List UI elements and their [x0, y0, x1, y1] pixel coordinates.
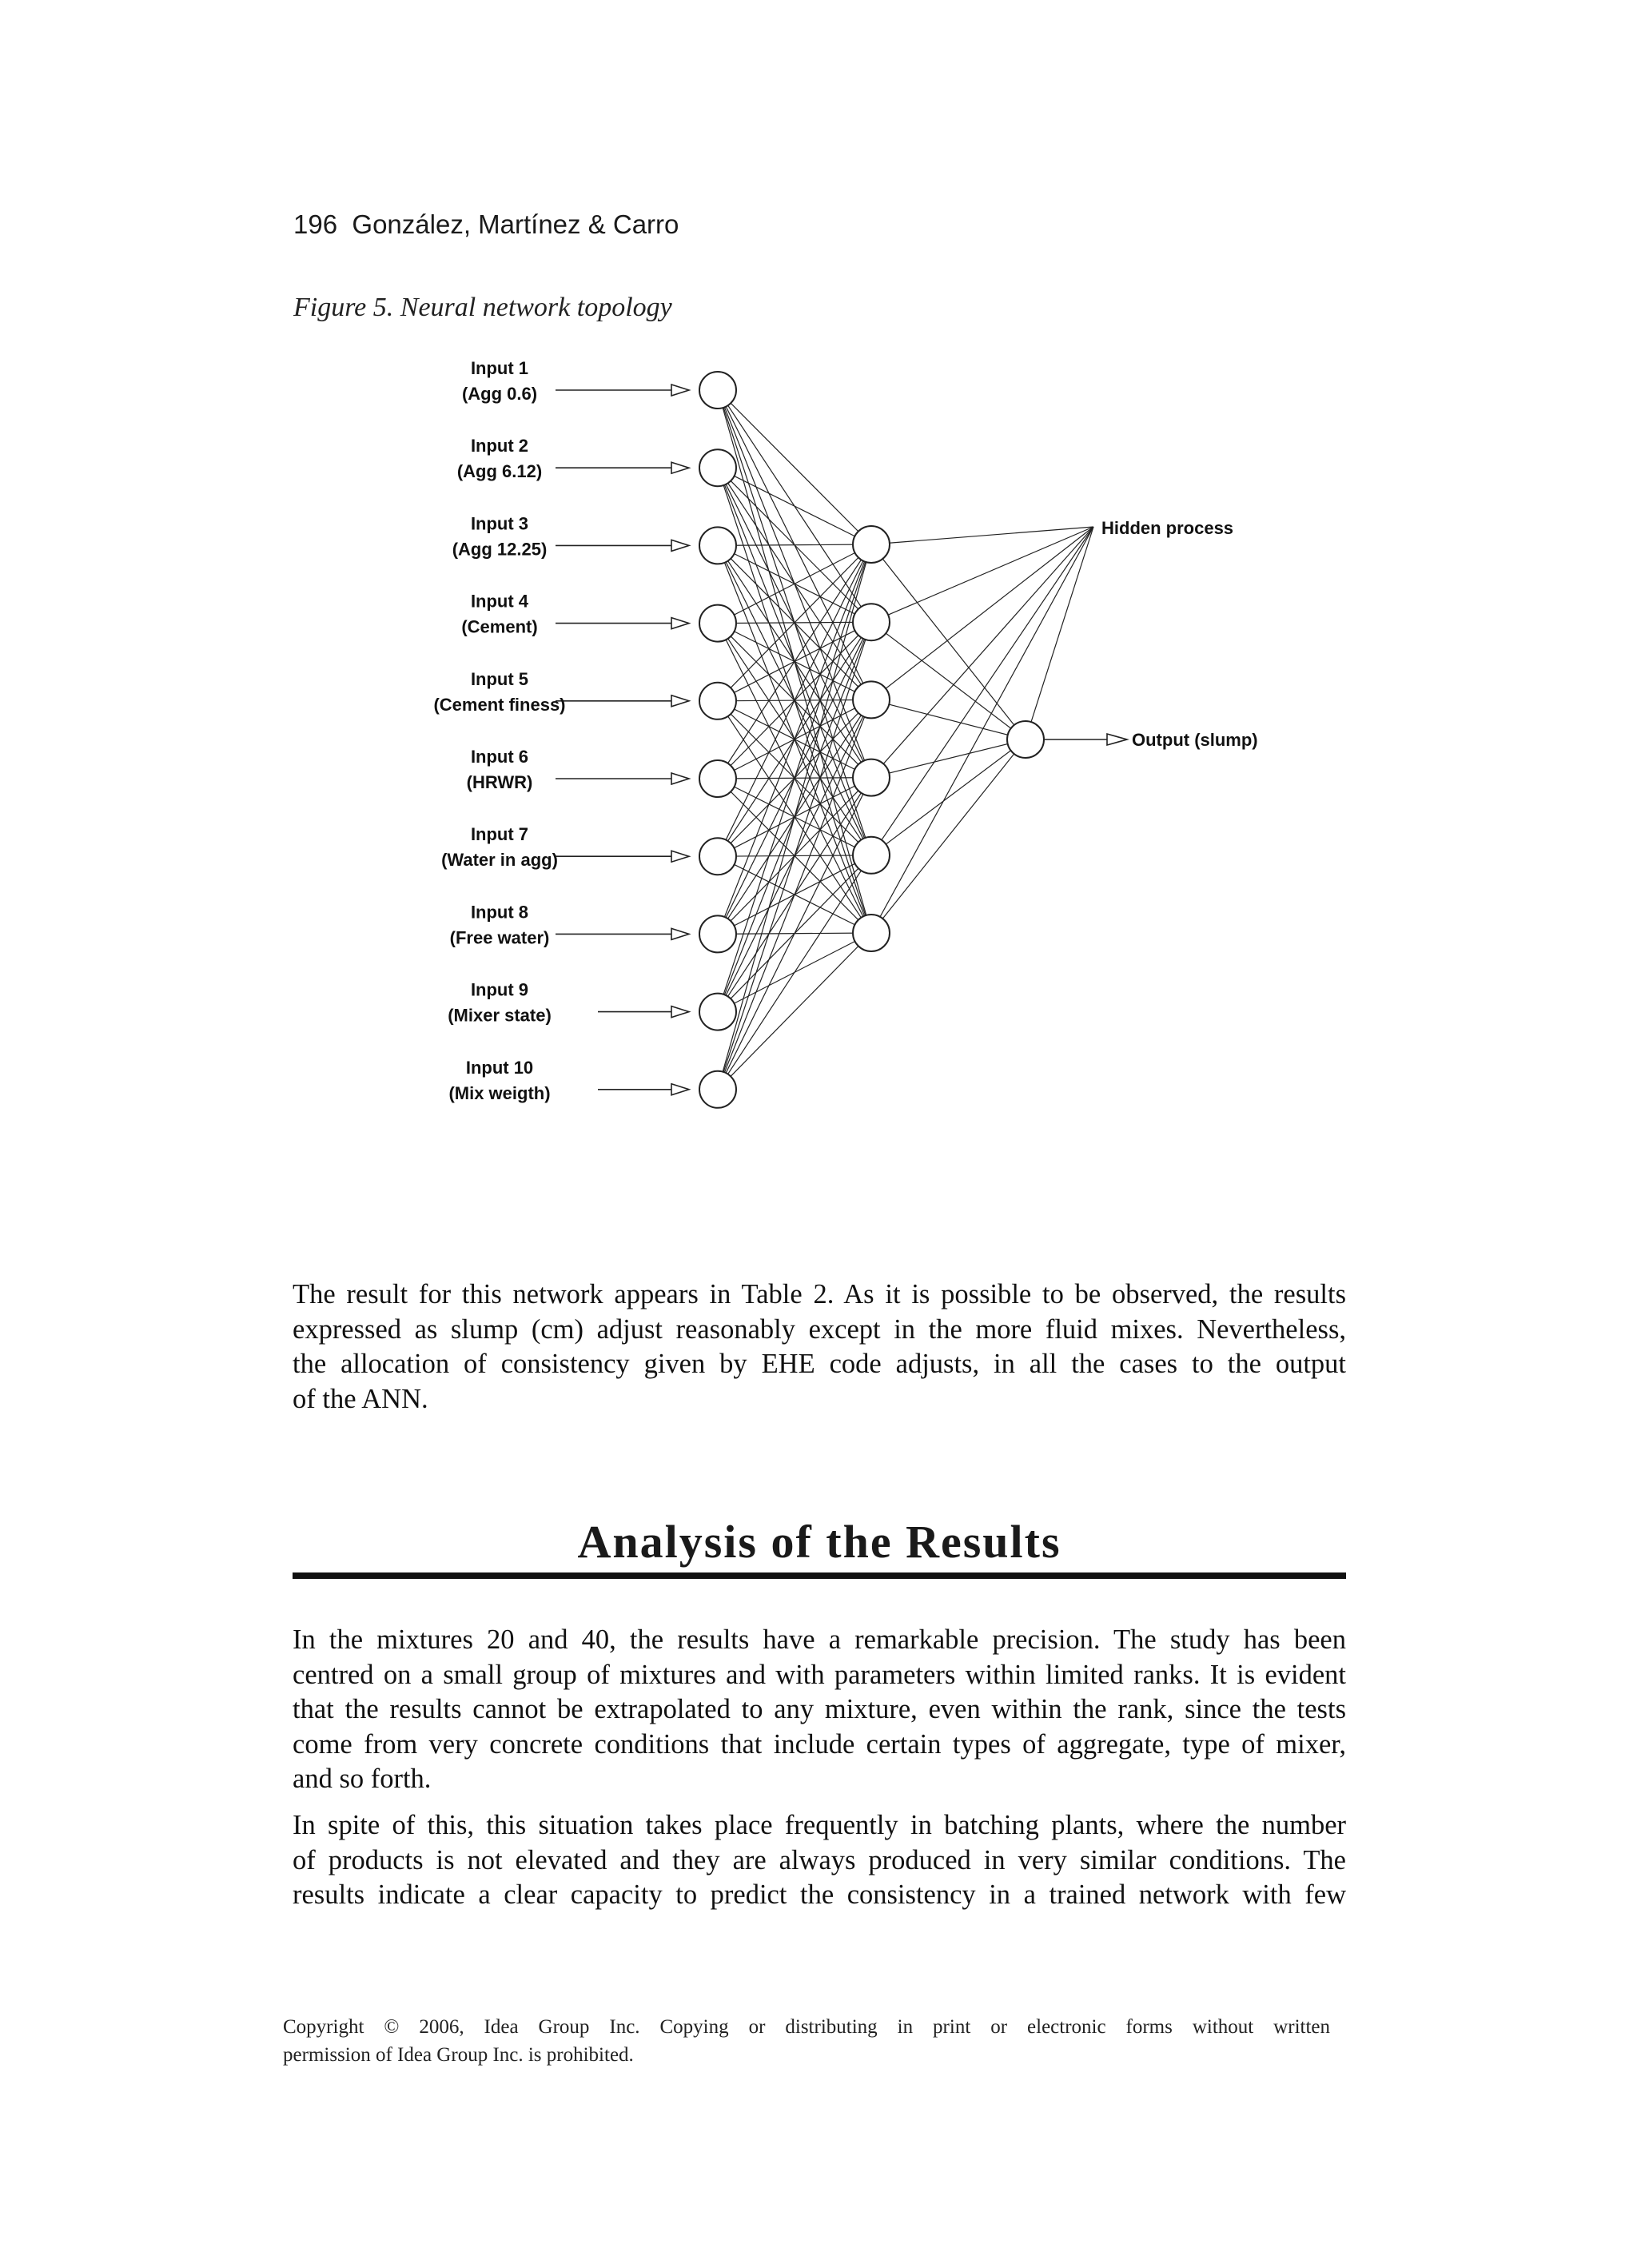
- paragraph-line: of the ANN.: [293, 1383, 428, 1414]
- connection-line: [718, 390, 871, 544]
- arrowhead-icon: [671, 385, 689, 396]
- hidden-node: [853, 604, 890, 640]
- input-sublabel: (Mix weigth): [448, 1082, 551, 1103]
- arrowhead-icon: [671, 540, 689, 551]
- copyright-notice: [283, 2013, 1330, 2069]
- input-node: [699, 683, 736, 719]
- paragraph-line: come from very concrete conditions that include certain types of aggregate, type of mixer,: [293, 1728, 1346, 1760]
- hidden-process-pointer: [871, 527, 1093, 933]
- paragraph-line: of products is not elevated and they are always produced in very similar conditions. The: [293, 1844, 1346, 1875]
- connection-line: [871, 739, 1026, 778]
- section-heading: Analysis of the Results: [577, 1516, 1061, 1568]
- copyright-line: permission of Idea Group Inc. is prohibited.: [283, 2044, 634, 2066]
- hidden-process-label: Hidden process: [1101, 518, 1234, 538]
- connection-line: [871, 544, 1026, 739]
- paragraph-line: and so forth.: [293, 1764, 432, 1794]
- hidden-process-pointer: [871, 527, 1093, 855]
- input-sublabel: (Cement finess): [433, 694, 566, 715]
- input-node: [699, 994, 736, 1030]
- input-labels: [433, 358, 565, 1103]
- paragraph-3: [293, 1808, 1346, 1913]
- connection-line: [718, 544, 871, 545]
- paragraph-line: the allocation of consistency given by EHE code adjusts, in all the cases to the output: [293, 1349, 1346, 1379]
- connection-line: [718, 544, 871, 624]
- diagram-annotations: [1101, 518, 1258, 750]
- arrowhead-icon: [671, 928, 689, 939]
- connection-line: [718, 468, 871, 544]
- hidden-node: [853, 915, 890, 951]
- paragraph-line: The result for this network appears in Table 2. As it is possible to be observed, the results: [293, 1279, 1346, 1309]
- output-node: [1007, 721, 1044, 758]
- input-sublabel: (Cement): [461, 616, 538, 637]
- hidden-process-pointer: [871, 527, 1093, 622]
- connection-line: [871, 739, 1026, 855]
- hidden-node: [853, 837, 890, 874]
- input-sublabel: (Free water): [449, 927, 550, 948]
- paragraph-line: centred on a small group of mixtures and with parameters within limited ranks. It is evident: [293, 1659, 1346, 1690]
- connection-line: [718, 855, 871, 1090]
- paragraph-2: [293, 1623, 1346, 1797]
- copyright-line: Copyright © 2006, Idea Group Inc. Copying or distributing in print or electronic forms without written: [283, 2016, 1330, 2038]
- input-node: [699, 372, 736, 409]
- paragraph-line: In spite of this, this situation takes place frequently in batching plants, where the number: [293, 1810, 1346, 1840]
- output-label: Output (slump): [1132, 730, 1258, 750]
- connection-line: [718, 700, 871, 1089]
- paragraph-line: results indicate a clear capacity to predict the consistency in a trained network with few: [293, 1879, 1346, 1910]
- input-node: [699, 838, 736, 875]
- arrowhead-icon: [671, 851, 689, 862]
- input-label: Input 4: [470, 591, 529, 612]
- paragraph-line: In the mixtures 20 and 40, the results have a remarkable precision. The study has been: [293, 1624, 1346, 1655]
- arrowhead-icon: [671, 773, 689, 784]
- input-node: [699, 527, 736, 564]
- arrowhead-icon: [1107, 734, 1127, 745]
- paragraph-line: that the results cannot be extrapolated to any mixture, even within the rank, since the tests: [293, 1694, 1346, 1724]
- input-node: [699, 915, 736, 952]
- hidden-node: [853, 681, 890, 718]
- input-sublabel: (Agg 12.25): [452, 539, 548, 560]
- hidden-node: [853, 759, 890, 796]
- input-label: Input 5: [470, 668, 529, 689]
- input-label: Input 2: [470, 436, 529, 456]
- input-sublabel: (Mixer state): [448, 1005, 552, 1026]
- hidden-process-pointer: [871, 527, 1093, 544]
- input-node: [699, 605, 736, 642]
- arrowhead-icon: [671, 462, 689, 473]
- hidden-process-pointer: [871, 527, 1093, 700]
- hidden-node: [853, 526, 890, 563]
- input-label: Input 7: [470, 824, 529, 845]
- input-label: Input 9: [470, 979, 529, 1000]
- network-nodes: [699, 372, 1044, 1108]
- paragraph-1: [293, 1277, 1346, 1417]
- input-label: Input 3: [470, 513, 529, 534]
- input-label: Input 1: [470, 358, 529, 378]
- input-node: [699, 449, 736, 486]
- connection-line: [871, 739, 1026, 933]
- input-node: [699, 1071, 736, 1108]
- connection-line: [718, 933, 871, 1090]
- arrowhead-icon: [671, 618, 689, 629]
- page-number: 196: [293, 209, 338, 239]
- input-sublabel: (Agg 0.6): [461, 384, 538, 404]
- arrowhead-icon: [671, 1006, 689, 1018]
- connection-line: [871, 700, 1026, 739]
- input-sublabel: (Agg 6.12): [456, 461, 543, 482]
- input-sublabel: (Water in agg): [441, 850, 558, 871]
- input-label: Input 8: [470, 902, 529, 923]
- input-node: [699, 760, 736, 797]
- figure-caption: Figure 5. Neural network topology: [293, 293, 672, 322]
- connection-line: [718, 544, 871, 1090]
- paragraph-line: expressed as slump (cm) adjust reasonably except in the more fluid mixes. Nevertheless,: [293, 1313, 1346, 1345]
- header-authors: González, Martínez & Carro: [352, 209, 679, 239]
- input-label: Input 10: [465, 1057, 534, 1078]
- heading-rule: [293, 1572, 1346, 1579]
- input-sublabel: (HRWR): [466, 772, 533, 792]
- arrowhead-icon: [671, 696, 689, 707]
- arrowhead-icon: [671, 1084, 689, 1095]
- input-label: Input 6: [470, 747, 529, 767]
